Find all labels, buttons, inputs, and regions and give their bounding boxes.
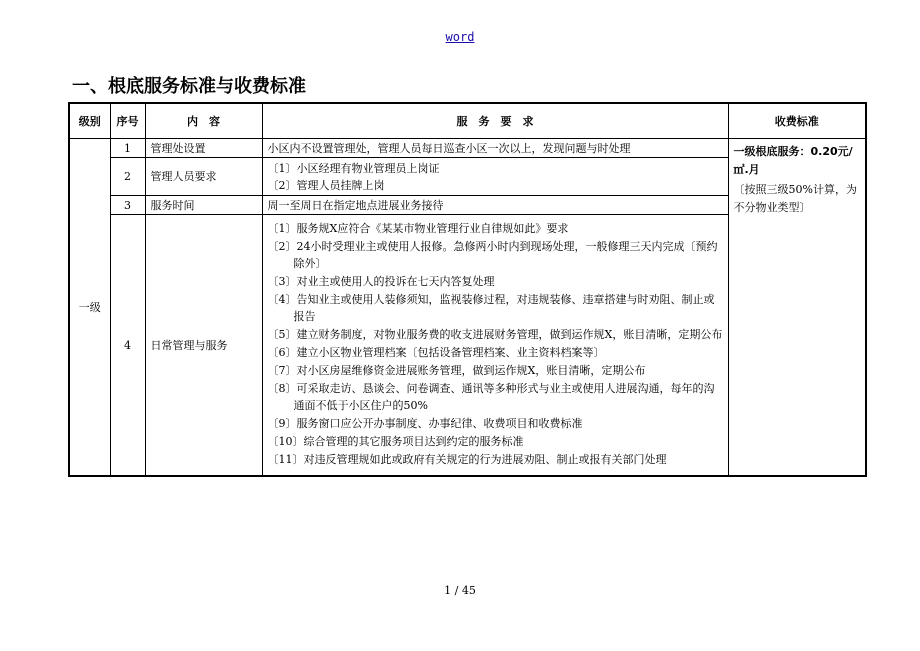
section-title: 一、根底服务标准与收费标准 [72, 76, 306, 97]
requirement-item: 〔10〕综合管理的其它服务项目达到约定的服务标准 [267, 435, 524, 448]
seq-cell: 4 [110, 215, 145, 477]
content-cell: 管理人员要求 [145, 158, 262, 196]
page-number: 1 / 45 [444, 584, 476, 597]
fee-cell [728, 139, 866, 477]
requirement-item: 〔7〕对小区房屋维修资金进展账务管理，做到运作规X，账目清晰，定期公布 [267, 364, 646, 377]
level-cell: 一级 [69, 139, 110, 477]
requirement-item: 〔11〕对违反管理规如此或政府有关规定的行为进展劝阻、制止或报有关部门处理 [267, 453, 667, 466]
requirement-item: 〔6〕建立小区物业管理档案〔包括设备管理档案、业主资料档案等〕 [267, 346, 605, 359]
header-content: 内 容 [145, 103, 262, 139]
requirement-list [262, 215, 728, 477]
requirement-item: 〔1〕小区经理有物业管理员上岗证 [267, 161, 440, 175]
header-seq: 序号 [110, 103, 145, 139]
seq-cell: 3 [110, 196, 145, 215]
table-row [69, 139, 866, 158]
service-standard-table [68, 102, 867, 477]
content-cell: 管理处设置 [145, 139, 262, 158]
seq-cell: 2 [110, 158, 145, 196]
requirement-cell: 周一至周日在指定地点进展业务接待 [262, 196, 728, 215]
requirement-item: 〔5〕建立财务制度，对物业服务费的收支进展财务管理，做到运作规X，账目清晰，定期公布 [267, 328, 723, 341]
requirement-item: 〔1〕服务规X应符合《某某市物业管理行业自律规如此》要求 [267, 222, 569, 235]
fee-note: 〔按照三级50%计算，为不分物业类型〕 [733, 183, 857, 214]
header-requirements: 服 务 要 求 [262, 103, 728, 139]
requirement-item: 〔8〕可采取走访、恳谈会、问卷调查、通讯等多种形式与业主或使用人进展沟通，每年的沟通面不低于小区住户的50% [267, 382, 715, 412]
seq-cell: 1 [110, 139, 145, 158]
requirement-cell [262, 158, 728, 196]
header-link[interactable]: word [445, 30, 475, 44]
content-cell: 日常管理与服务 [145, 215, 262, 477]
table-header-row [69, 103, 866, 139]
fee-main: 一级根底服务：0.20元/㎡.月 [733, 145, 853, 176]
requirement-cell: 小区内不设置管理处，管理人员每日巡查小区一次以上，发现问题与时处理 [262, 139, 728, 158]
requirement-item: 〔4〕告知业主或使用人装修须知，监视装修过程，对违规装修、违章搭建与时劝阻、制止或报告 [267, 293, 715, 323]
header-fee: 收费标准 [728, 103, 866, 139]
requirement-item: 〔3〕对业主或使用人的投诉在七天内答复处理 [267, 275, 495, 288]
requirement-item: 〔2〕管理人员挂牌上岗 [267, 178, 385, 192]
requirement-item: 〔9〕服务窗口应公开办事制度、办事纪律、收费项目和收费标准 [267, 417, 583, 430]
content-cell: 服务时间 [145, 196, 262, 215]
requirement-item: 〔2〕24小时受理业主或使用人报修。急修两小时内到现场处理，一般修理三天内完成〔预约除外〕 [267, 240, 718, 270]
header-level: 级别 [69, 103, 110, 139]
